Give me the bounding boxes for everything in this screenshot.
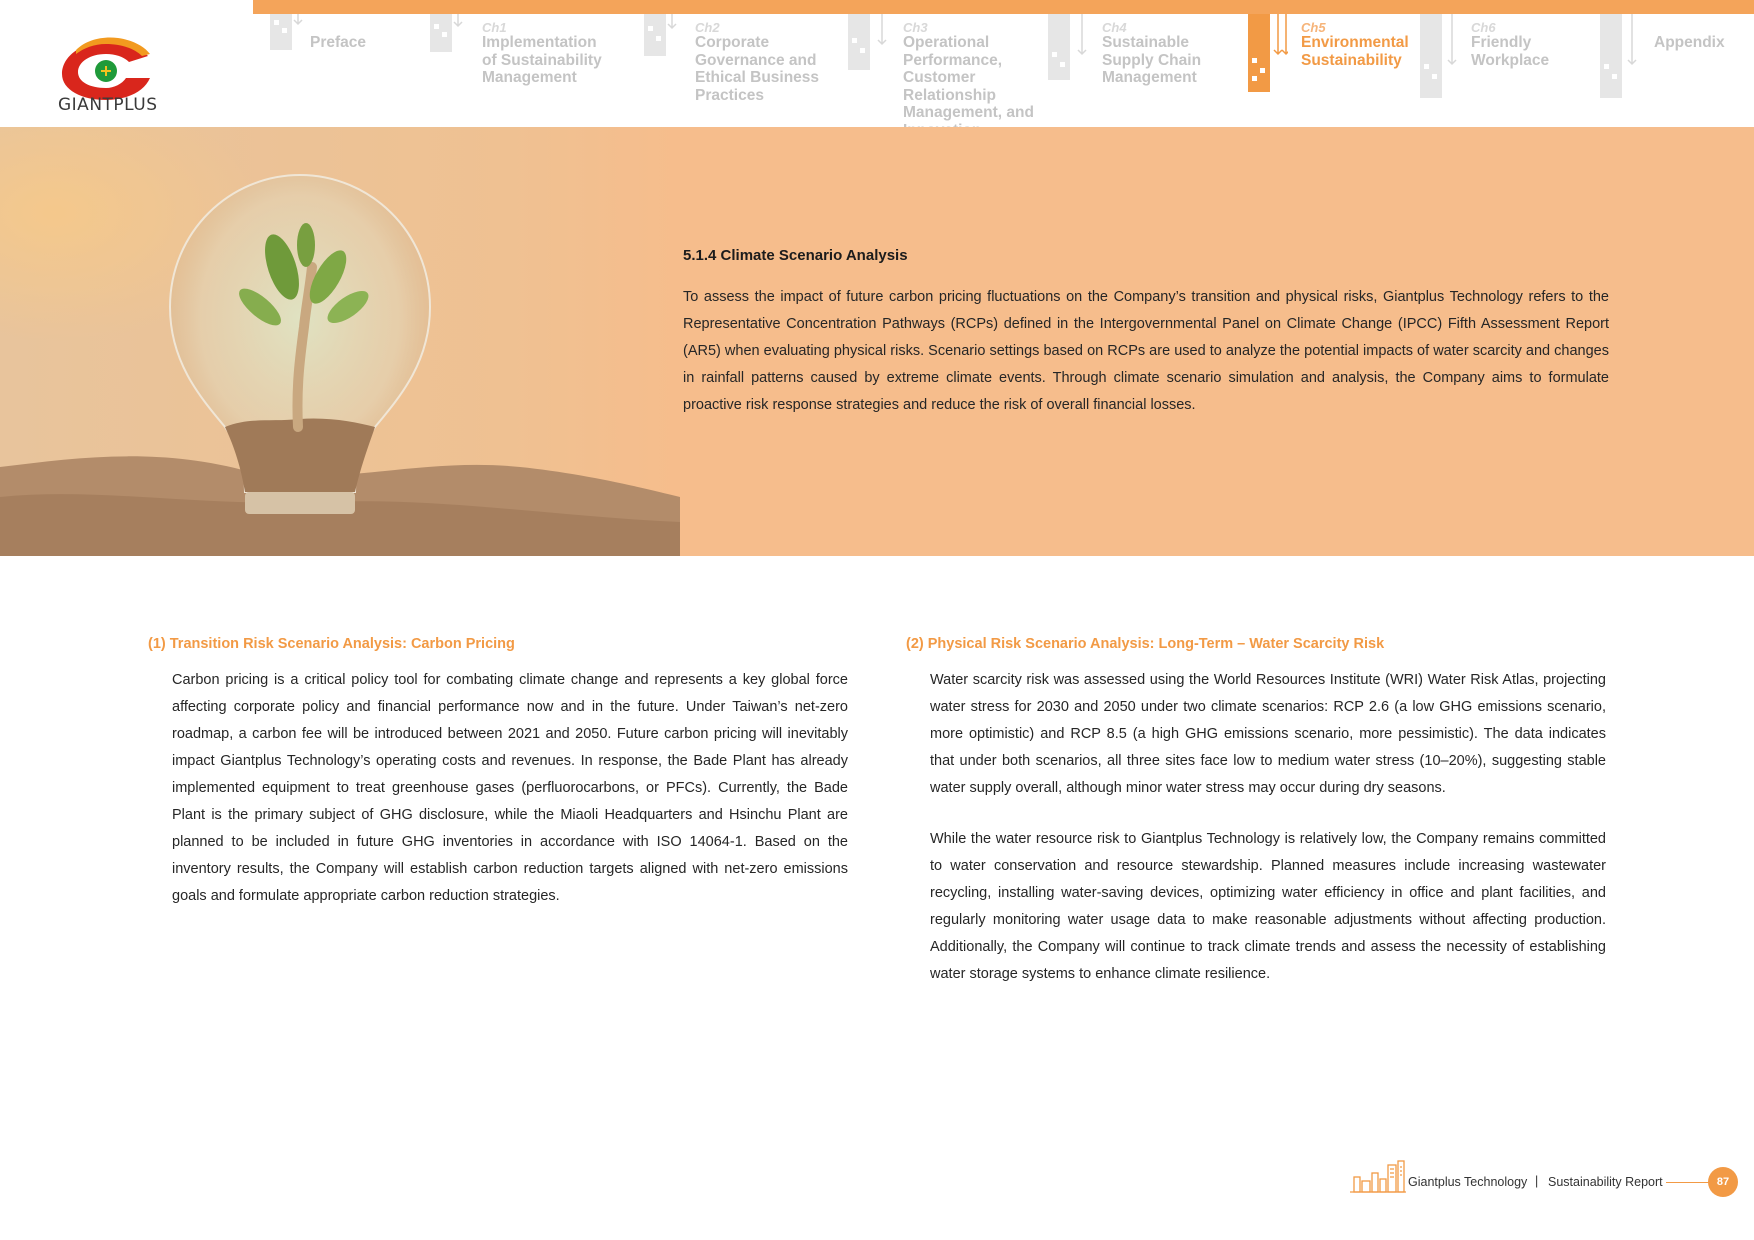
transition-risk-body (148, 667, 848, 910)
nav-label-ch5: Environmental Sustainability (1301, 34, 1409, 69)
nav-num: Ch6 (1471, 20, 1496, 35)
logo-wordmark: GIANTPLUS (58, 95, 158, 115)
nav-num: Ch4 (1102, 20, 1127, 35)
right-column (906, 636, 1606, 988)
left-column (148, 636, 848, 910)
nav-label-preface: Preface (310, 34, 367, 51)
city-skyline-icon (1350, 1159, 1406, 1193)
building-deco-icon (1418, 14, 1458, 100)
nav-num: Ch5 (1301, 20, 1326, 35)
nav-item-ch1[interactable] (430, 14, 610, 130)
nav-item-preface[interactable] (270, 14, 390, 130)
building-deco-icon (430, 14, 470, 100)
nav-item-ch6[interactable] (1418, 14, 1568, 130)
nav-item-ch2[interactable] (644, 14, 824, 130)
section-intro: To assess the impact of future carbon pricing fluctuations on the Company’s transition and physical risks, Giantplus Technology refers to the Representative Concentration Pathways (RCPs) defined in the Intergovernmental Panel on Climate Change (IPCC) Fifth Assessment Report (AR5) when evaluating physical risks. Scenario settings based on RCPs are used to analyze the potential impacts of water scarcity and changes in rainfall patterns caused by extreme climate events. Through climate scenario simulation and analysis, the Company aims to formulate proactive risk response strategies and reduce the risk of overall financial losses. (683, 289, 1609, 413)
nav-num: Ch3 (903, 20, 928, 35)
building-deco-icon (1248, 14, 1288, 100)
nav-item-ch5[interactable] (1248, 14, 1418, 130)
page-number: 87 (1708, 1167, 1738, 1197)
paragraph: Water scarcity risk was assessed using the World Resources Institute (WRI) Water Risk Atlas, projecting water stress for 2030 and 2050 under two climate scenarios: RCP 2.6 (a low GHG emissions scenario, more optimistic) and RCP 8.5 (a high GHG emissions scenario, more pessimistic). The data indicates that under both scenarios, all three sites face low to medium water stress (10–20%), suggesting stable water supply overall, although minor water stress may occur during dry seasons. (930, 672, 1606, 796)
nav-label-ch3: Operational Performance, Customer Relationship Management, and (903, 34, 1034, 121)
page-footer (1350, 1155, 1740, 1203)
nav-item-ch4[interactable] (1048, 14, 1228, 130)
nav-label-ch6: Friendly Workplace (1471, 34, 1550, 69)
chapter-nav (0, 0, 1754, 130)
footer-separator: | (1535, 1174, 1539, 1188)
building-deco-icon (1048, 14, 1088, 100)
nav-label-appendix: Appendix (1654, 34, 1725, 51)
footer-company: Giantplus Technology (1408, 1175, 1528, 1189)
nav-label-ch4: Sustainable Supply Chain Management (1102, 34, 1202, 86)
paragraph: While the water resource risk to Giantplus Technology is relatively low, the Company remains committed to water conservation and resource stewardship. Planned measures include increasing wastewater recycling, installing water-saving devices, optimizing water efficiency in office and plant facilities, and regularly monitoring water usage data to make reasonable adjustments without affecting production. Additionally, the Company will continue to track climate trends and assess the necessity of establishing water storage systems to enhance climate resilience. (930, 831, 1606, 982)
footer-report-title: Sustainability Report (1548, 1175, 1663, 1189)
paragraph: Carbon pricing is a critical policy tool for combating climate change and represents a key global force affecting corporate policy and financial performance now and in the future. Under Taiwan’s net-zero roadmap, a carbon fee will be introduced between 2021 and 2050. Future carbon pricing will inevitably impact Giantplus Technology’s operating costs and revenues. In response, the Bade Plant has already implemented equipment to treat greenhouse gases (perfluorocarbons, or PFCs). Currently, the Bade Plant is the primary subject of GHG disclosure, while the Miaoli Headquarters and Hsinchu Plant are planned to be included in future GHG inventories in accordance with ISO 14064-1. Based on the inventory results, the Company will establish carbon reduction targets aligned with net-zero emissions goals and formulate appropriate carbon reduction strategies. (172, 672, 848, 904)
nav-item-appendix[interactable] (1598, 14, 1748, 130)
nav-label-ch2: Corporate Governance and Ethical Business Practices (695, 34, 820, 104)
nav-num: Ch2 (695, 20, 720, 35)
section-title: 5.1.4 Climate Scenario Analysis (683, 247, 908, 264)
nav-label-ch1: Implementation of Sustainability Management (482, 34, 602, 86)
nav-num: Ch1 (482, 20, 507, 35)
building-deco-icon (644, 14, 684, 100)
lightbulb-plant-illustration (0, 127, 680, 556)
building-deco-icon (1598, 14, 1638, 100)
building-deco-icon (270, 14, 310, 100)
hero-section (0, 127, 1754, 556)
nav-item-ch3[interactable] (848, 14, 1048, 130)
building-deco-icon (848, 14, 888, 100)
hero-text-block (683, 247, 1609, 419)
transition-risk-heading: (1) Transition Risk Scenario Analysis: Carbon Pricing (148, 636, 515, 652)
physical-risk-heading: (2) Physical Risk Scenario Analysis: Long-Term – Water Scarcity Risk (906, 636, 1385, 652)
physical-risk-body (906, 667, 1606, 988)
